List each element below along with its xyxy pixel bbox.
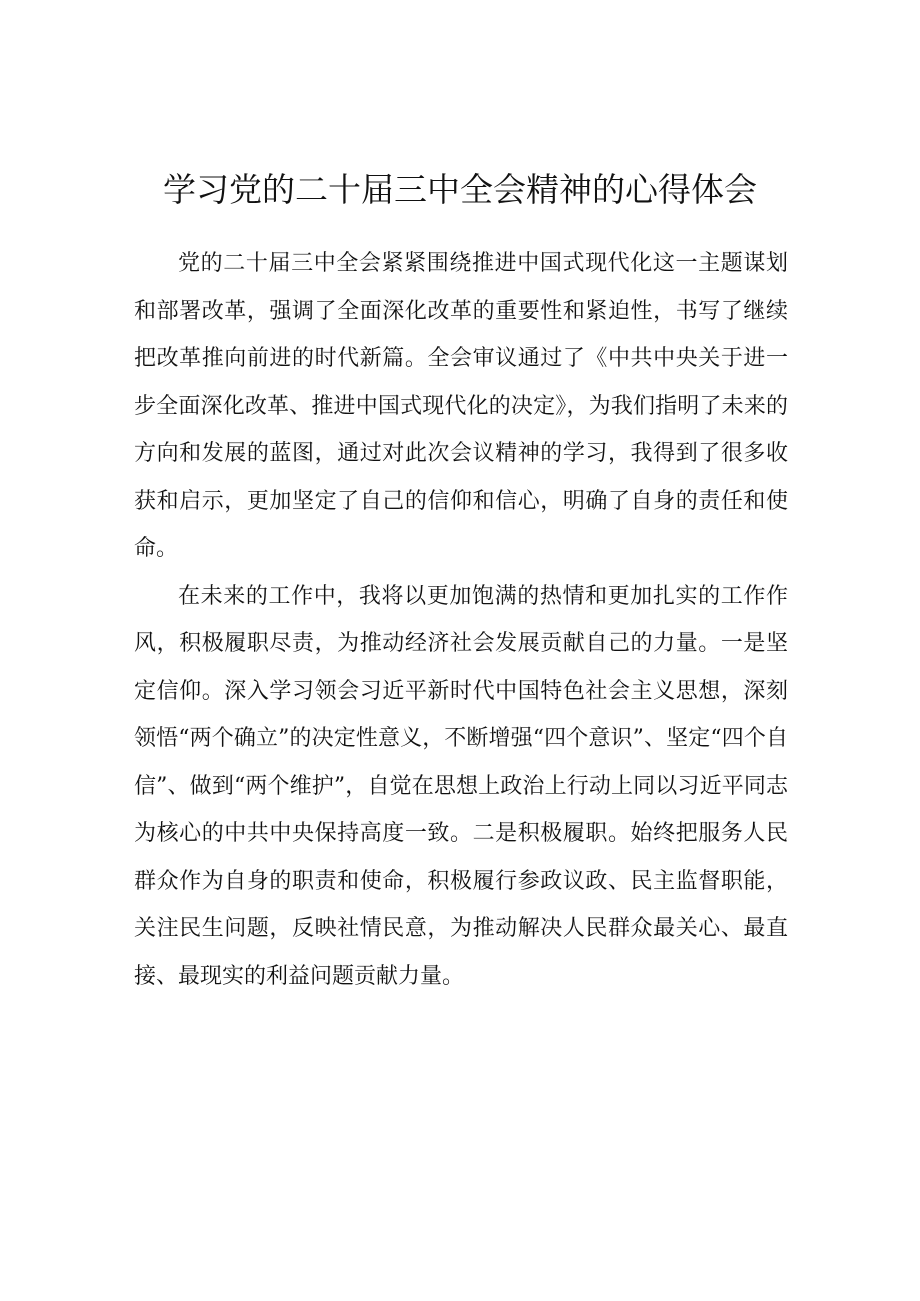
paragraph-1: 党的二十届三中全会紧紧围绕推进中国式现代化这一主题谋划和部署改革，强调了全面深化改革的重要性和紧迫性，书写了继续把改革推向前进的时代新篇。全会审议通过了《中共中央关于进一步全面深化改革、推进中国式现代化的决定》，为我们指明了未来的方向和发展的蓝图，通过对此次会议精神的学习，我得到了很多收获和启示，更加坚定了自己的信仰和信心，明确了自身的责任和使命。 bbox=[134, 251, 788, 561]
paragraph-2: 在未来的工作中，我将以更加饱满的热情和更加扎实的工作作风，积极履职尽责，为推动经济社会发展贡献自己的力量。一是坚定信仰。深入学习领会习近平新时代中国特色社会主义思想，深刻领悟“两个确立”的决定性意义，不断增强“四个意识”、坚定“四个自信”、做到“两个维护”，自觉在思想上政治上行动上同以习近平同志为核心的中共中央保持高度一致。二是积极履职。始终把服务人民群众作为自身的职责和使命，积极履行参政议政、民主监督职能，关注民生问题，反映社情民意，为推动解决人民群众最关心、最直接、最现实的利益问题贡献力量。 bbox=[134, 583, 788, 989]
document-title: 学习党的二十届三中全会精神的心得体会 bbox=[163, 170, 757, 209]
document-body bbox=[134, 240, 788, 1000]
